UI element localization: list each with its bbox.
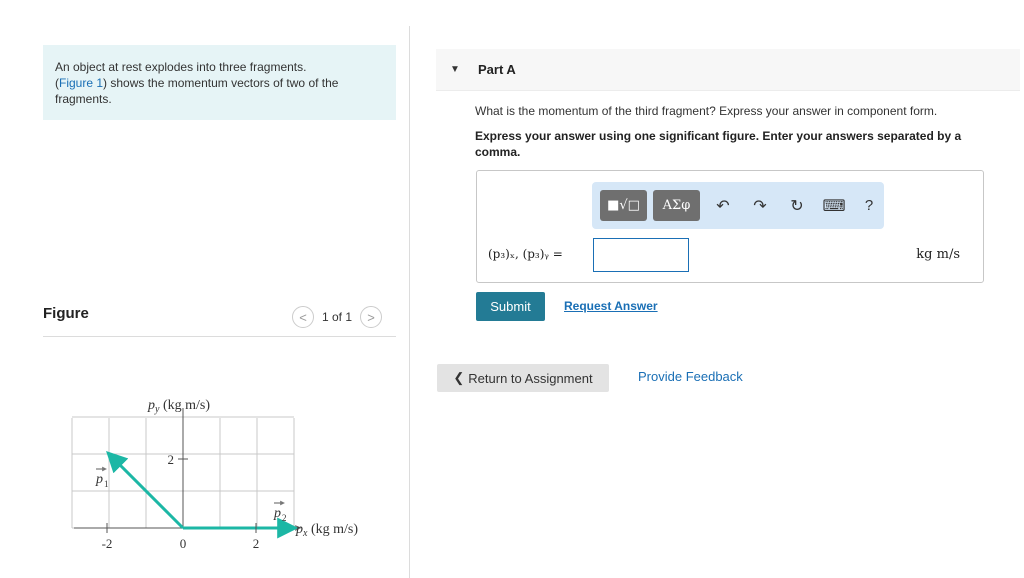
figure-link[interactable]: Figure 1 (59, 76, 104, 90)
request-answer-link[interactable]: Request Answer (564, 299, 658, 313)
templates-button[interactable]: ■√□ (600, 190, 647, 221)
panel-divider (409, 26, 410, 578)
x-tick-label: -2 (101, 536, 113, 551)
open-paren: ( (55, 76, 59, 90)
svg-text:2: 2 (282, 513, 287, 523)
answer-units: kg m/s (916, 247, 960, 262)
problem-text-start: An object at rest explodes into three fragments. (55, 60, 307, 74)
vector-label-p2 (273, 503, 287, 523)
next-figure-button[interactable]: > (360, 306, 382, 328)
problem-text-end: ) shows the momentum vectors of two of the fragments. (55, 76, 339, 106)
momentum-vector-figure (60, 388, 390, 558)
instruction-text: Express your answer using one significant figure. Enter your answers separated by a comma. (475, 129, 962, 159)
y-axis-label: $p_y$ (kg m/s) (148, 398, 211, 415)
problem-statement (43, 45, 396, 120)
figure-divider (43, 336, 396, 337)
collapse-caret-icon[interactable]: ▼ (450, 64, 460, 75)
reset-icon[interactable]: ↻ (790, 197, 804, 215)
part-a-header[interactable] (436, 49, 1020, 91)
svg-text:p: p (96, 472, 103, 487)
pager-text: 1 of 1 (322, 310, 353, 324)
submit-button[interactable]: Submit (476, 292, 545, 321)
undo-icon[interactable]: ↶ (716, 197, 730, 215)
keyboard-icon[interactable]: ⌨ (822, 197, 846, 215)
answer-box (476, 170, 984, 283)
x-axis-label: $p_x$ (kg m/s) (296, 522, 359, 539)
answer-label: (p₃)ₓ, (p₃)ᵧ = (488, 247, 563, 261)
help-icon[interactable]: ? (864, 197, 874, 214)
prev-figure-button[interactable]: < (292, 306, 314, 328)
question-text: What is the momentum of the third fragment? Express your answer in component form. (475, 104, 938, 118)
return-label: Return to Assignment (468, 370, 593, 386)
greek-symbols-button[interactable]: ΑΣφ (653, 190, 700, 221)
y-tick-label: 2 (167, 452, 174, 467)
svg-text:p: p (274, 506, 281, 521)
redo-icon[interactable]: ↷ (753, 197, 767, 215)
provide-feedback-link[interactable]: Provide Feedback (638, 369, 743, 384)
chevron-left-icon: ❮ (453, 370, 465, 385)
answer-input[interactable] (593, 238, 689, 272)
math-toolbar (592, 182, 884, 229)
figure-title: Figure (43, 305, 89, 322)
x-tick-label: 0 (179, 536, 187, 551)
figure-pager (292, 305, 382, 329)
return-to-assignment-button[interactable] (437, 364, 609, 392)
x-tick-label: 2 (252, 536, 260, 551)
part-title: Part A (478, 62, 516, 77)
vector-label-p1 (95, 469, 109, 489)
svg-text:1: 1 (104, 479, 109, 489)
